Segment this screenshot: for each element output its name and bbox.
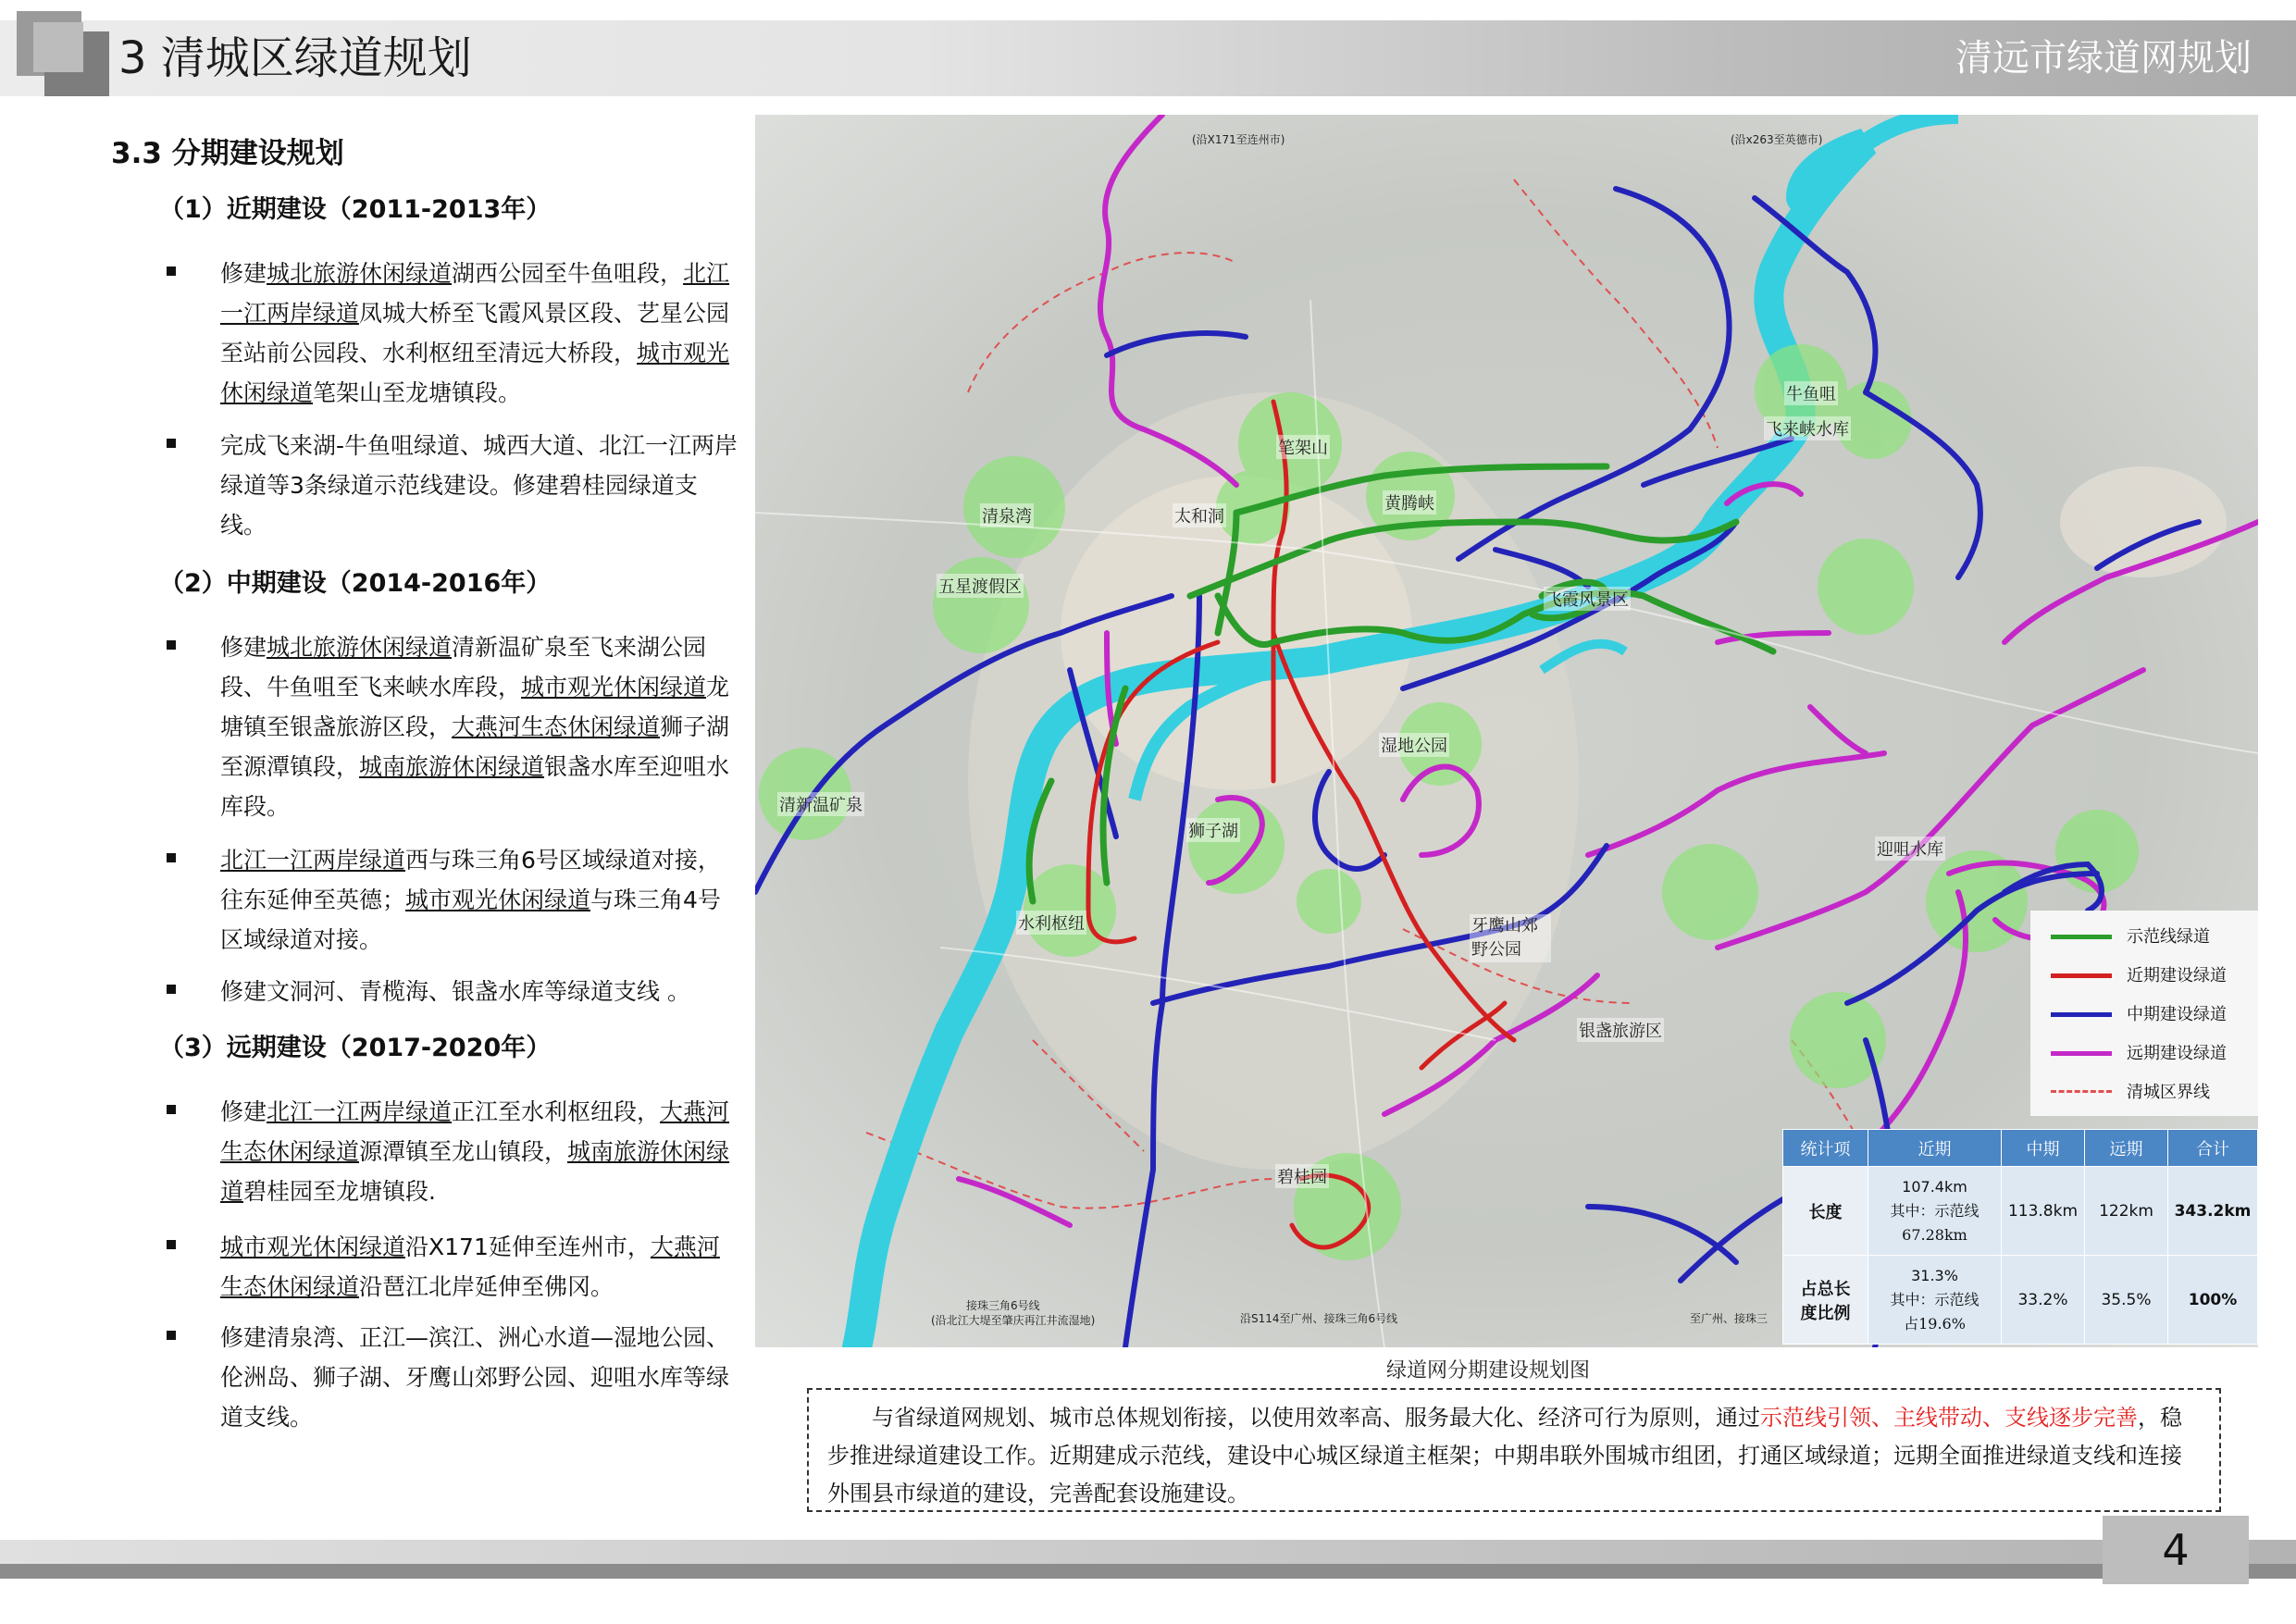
greenway-name: 城市观光休闲绿道 [521, 674, 707, 700]
place-label: 清新温矿泉 [777, 792, 864, 816]
table-row-label: 长度 [1783, 1167, 1868, 1256]
bullet-marker [167, 853, 176, 862]
legend-item [2051, 1040, 2254, 1068]
greenway-name: 北江一江两岸绿道 [220, 260, 730, 327]
bullet-item [167, 1318, 740, 1437]
bullet-text-segment: 修建 [220, 260, 267, 287]
bullet-marker [167, 1331, 176, 1340]
phase-title: （2）中期建设（2014-2016年） [159, 569, 552, 598]
header-logo-square [33, 22, 83, 72]
greenway-name: 城市观光休闲绿道 [220, 340, 730, 406]
edge-note: 至广州、接珠三 [1690, 1312, 1769, 1325]
bullet-text-segment: 西与珠三角6号区域绿道对接，往东延伸至英德； [220, 847, 721, 913]
table-row-label-text: 占总长度比例 [1800, 1279, 1851, 1323]
greenway-name: 城市观光休闲绿道 [405, 886, 591, 913]
bullet-text-segment: 与珠三角4号区域绿道对接。 [220, 886, 721, 953]
bullet-text-segment: 修建 [220, 634, 267, 661]
bullet-text [220, 1092, 740, 1211]
bullet-marker [167, 439, 176, 448]
table-cell: 343.2km [2168, 1167, 2258, 1256]
greenway-name: 城市观光休闲绿道 [220, 1233, 406, 1260]
edge-note: (沿x263至英德市) [1731, 133, 1823, 146]
place-label: 飞来峡水库 [1764, 416, 1851, 440]
bullet-marker [167, 640, 176, 650]
legend-swatch [2051, 1090, 2112, 1093]
bullet-text [220, 1318, 740, 1437]
bullet-text [220, 1227, 740, 1307]
greenway-name: 大燕河生态休闲绿道 [220, 1233, 720, 1300]
greenway-name: 北江一江两岸绿道 [267, 1098, 453, 1125]
bullet-text-segment: 源潭镇至龙山镇段， [359, 1138, 568, 1165]
place-label: 飞霞风景区 [1544, 587, 1631, 611]
bullet-text-segment: 修建 [220, 1098, 267, 1125]
place-label: 牙鹰山郊野公园 [1470, 914, 1551, 962]
greenway-name: 城南旅游休闲绿道 [220, 1138, 730, 1205]
greenway-name: 大燕河生态休闲绿道 [452, 713, 661, 740]
table-cell [1868, 1256, 2002, 1345]
place-label: 太和洞 [1173, 503, 1226, 527]
greenway-name: 城北旅游休闲绿道 [267, 634, 453, 661]
legend-item [2051, 1079, 2254, 1107]
bullet-item [167, 1092, 740, 1211]
table-cell-sub: 其中：示范线67.28km [1890, 1201, 1980, 1244]
table-cell [1868, 1167, 2002, 1256]
page-number: 4 [2162, 1525, 2190, 1575]
bullet-marker [167, 267, 176, 276]
legend-swatch [2051, 1012, 2112, 1017]
greenway-name: 北江一江两岸绿道 [220, 847, 406, 874]
legend-item [2051, 962, 2254, 990]
bullet-marker [167, 1240, 176, 1249]
bullet-text-segment: 湖西公园至牛鱼咀段， [452, 260, 684, 287]
place-label: 清泉湾 [980, 503, 1034, 527]
footer-line [0, 1564, 2296, 1579]
place-label: 笔架山 [1276, 435, 1330, 459]
bullet-item [167, 254, 740, 413]
table-cell: 122km [2085, 1167, 2168, 1256]
greenway-name: 城南旅游休闲绿道 [359, 753, 545, 780]
edge-note: (沿X171至连州市) [1192, 133, 1285, 146]
bullet-text-segment: 银盏水库至迎咀水库段。 [220, 753, 730, 820]
bullet-text [220, 426, 740, 545]
legend-swatch [2051, 973, 2112, 978]
bullet-marker [167, 1105, 176, 1114]
bullet-item [167, 627, 740, 826]
bullet-text-segment: 凤城大桥至飞霞风景区段、艺星公园至站前公园段、水利枢纽至清远大桥段， [220, 300, 730, 366]
place-label: 狮子湖 [1186, 818, 1240, 842]
table-header: 合计 [2168, 1130, 2258, 1167]
legend-label: 远期建设绿道 [2127, 1044, 2227, 1063]
place-label: 水利枢纽 [1016, 911, 1086, 935]
edge-note: (沿北江大堤至肇庆再江井流湿地) [931, 1314, 1096, 1327]
bullet-text-segment: 清新温矿泉至飞来湖公园段、牛鱼咀至飞来峡水库段， [220, 634, 707, 700]
summary-text-post: ，稳步推进绿道建设工作。近期建成示范线，建设中心城区绿道主框架；中期串联外围城市组团，打通区域绿道；远期全面推进绿道支线和连接外围县市绿道的建设，完善配套设施建设。 [827, 1405, 2182, 1506]
table-row-label [1783, 1256, 1868, 1345]
legend-label: 清城区界线 [2127, 1083, 2210, 1102]
summary-text-pre: 与省绿道网规划、城市总体规划衔接，以使用效率高、服务最大化、经济可行为原则，通过 [872, 1405, 1760, 1431]
place-label: 碧桂园 [1275, 1164, 1329, 1188]
bullet-text [220, 627, 740, 826]
greenway-name: 大燕河生态休闲绿道 [220, 1098, 730, 1165]
legend-label: 中期建设绿道 [2127, 1005, 2227, 1024]
legend-swatch [2051, 1051, 2112, 1056]
place-label: 五星渡假区 [937, 574, 1024, 598]
table-header: 中期 [2002, 1130, 2085, 1167]
place-label: 黄腾峡 [1383, 490, 1436, 514]
table-cell: 100% [2168, 1256, 2258, 1345]
map-caption: 绿道网分期建设规划图 [1386, 1359, 1591, 1382]
bullet-text-segment: 狮子湖至源潭镇段， [220, 713, 730, 780]
legend-item [2051, 1001, 2254, 1029]
bullet-item [167, 1227, 740, 1307]
place-label: 银盏旅游区 [1577, 1018, 1664, 1042]
summary-box [807, 1388, 2221, 1512]
table-cell-main: 107.4km [1902, 1177, 1967, 1196]
bullet-text-segment: 修建文洞河、青榄海、银盏水库等绿道支线 。 [220, 978, 690, 1005]
place-label: 湿地公园 [1379, 733, 1449, 757]
table-header: 远期 [2085, 1130, 2168, 1167]
legend-label: 示范线绿道 [2127, 927, 2210, 947]
legend-item [2051, 924, 2254, 951]
bullet-item [167, 426, 740, 545]
document-title: 清远市绿道网规划 [1955, 37, 2252, 80]
table-cell: 33.2% [2002, 1256, 2085, 1345]
place-label: 迎咀水库 [1875, 837, 1945, 861]
bullet-marker [167, 985, 176, 994]
edge-note: 沿S114至广州、接珠三角6号线 [1240, 1312, 1398, 1325]
section-title: 3.3 分期建设规划 [111, 137, 344, 170]
statistics-table [1782, 1129, 2258, 1345]
bullet-text-segment: 正江至水利枢纽段， [452, 1098, 661, 1125]
bullet-item [167, 972, 740, 1011]
phase-title: （1）近期建设（2011-2013年） [159, 195, 552, 224]
table-cell-sub: 其中：示范线占19.6% [1890, 1290, 1980, 1333]
greenway-name: 城北旅游休闲绿道 [267, 260, 453, 287]
bullet-text-segment: 沿琶江北岸延伸至佛冈。 [359, 1273, 614, 1300]
table-header-row [1783, 1130, 2258, 1167]
phase-title: （3）远期建设（2017-2020年） [159, 1034, 552, 1062]
place-label: 牛鱼咀 [1784, 381, 1838, 405]
bullet-text [220, 840, 740, 960]
legend-swatch [2051, 935, 2112, 939]
bullet-text-segment: 完成飞来湖-牛鱼咀绿道、城西大道、北江一江两岸绿道等3条绿道示范线建设。修建碧桂园绿道支线。 [220, 432, 738, 539]
table-row [1783, 1167, 2258, 1256]
bullet-text-segment: 碧桂园至龙塘镇段. [243, 1178, 436, 1205]
bullet-text-segment: 修建清泉湾、正江—滨江、洲心水道—湿地公园、伦洲岛、狮子湖、牙鹰山郊野公园、迎咀水库等绿道支线。 [220, 1324, 730, 1431]
table-header: 统计项 [1783, 1130, 1868, 1167]
page-title: 3 清城区绿道规划 [118, 32, 472, 84]
summary-highlight: 示范线引领、主线带动、支线逐步完善 [1760, 1405, 2138, 1431]
bullet-text [220, 972, 740, 1011]
table-cell: 35.5% [2085, 1256, 2168, 1345]
bullet-item [167, 840, 740, 960]
map-legend [2030, 911, 2258, 1116]
table-header: 近期 [1868, 1130, 2002, 1167]
bullet-text-segment: 笔架山至龙塘镇段。 [313, 379, 522, 406]
bullet-text [220, 254, 740, 413]
bullet-text-segment: 沿X171延伸至连州市， [405, 1233, 651, 1260]
table-row [1783, 1256, 2258, 1345]
table-cell-main: 31.3% [1911, 1266, 1958, 1284]
bullet-text-segment: 龙塘镇至银盏旅游区段， [220, 674, 730, 740]
footer-band [0, 1540, 2296, 1566]
legend-label: 近期建设绿道 [2127, 966, 2227, 986]
table-cell: 113.8km [2002, 1167, 2085, 1256]
edge-note: 接珠三角6号线 [966, 1299, 1040, 1312]
